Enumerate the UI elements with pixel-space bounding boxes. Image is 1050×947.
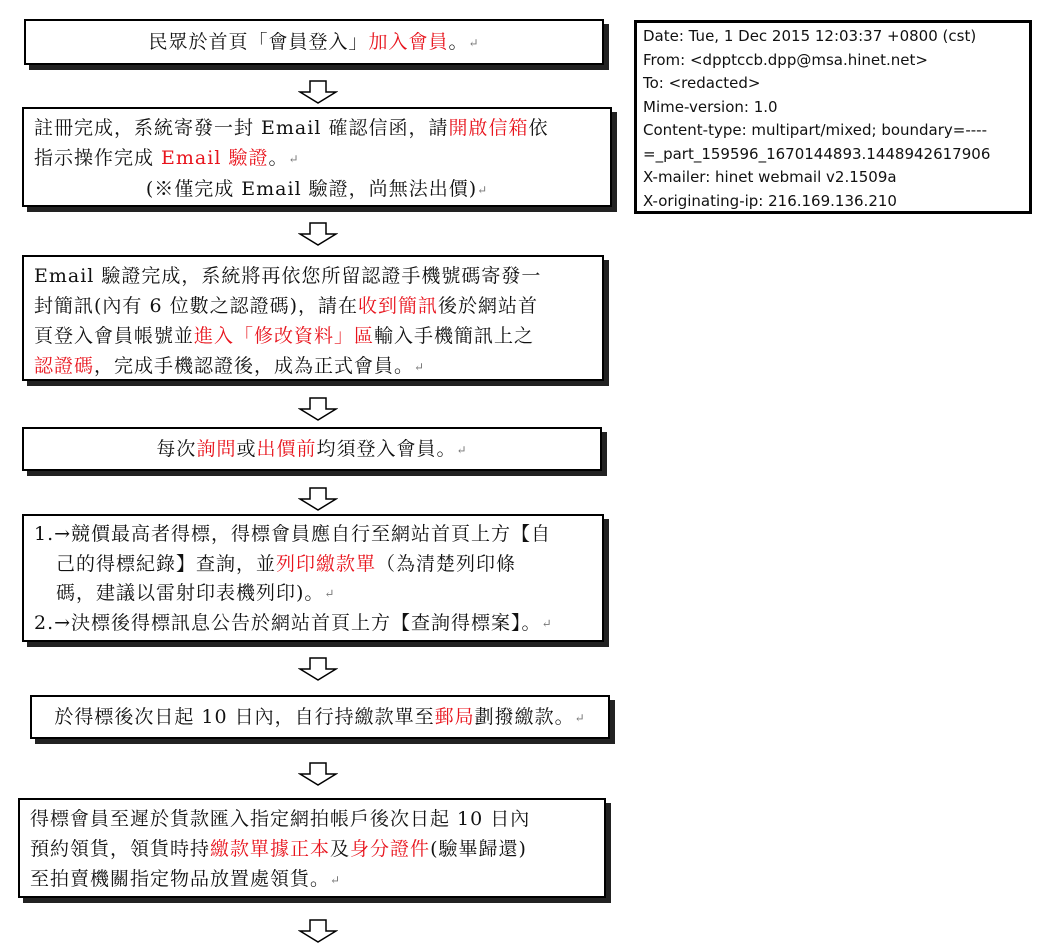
paragraph-mark: ↵ xyxy=(324,586,336,601)
step5-print-slip: 列印繳款單 xyxy=(276,552,377,575)
step1-text: 民眾於首頁「會員登入」 xyxy=(148,31,369,53)
step1-highlight: 加入會員 xyxy=(368,31,449,53)
step5-line1: 1.→競價最高者得標，得標會員應自行至網站首頁上方【自 xyxy=(34,523,552,545)
step3-line2: 封簡訊(內有 6 位數之認證碼)，請在 xyxy=(34,295,358,317)
step7-and: 及 xyxy=(330,838,351,860)
flow-step-7 xyxy=(18,798,606,898)
step5-line3: 碼，建議以雷射印表機列印)。 xyxy=(56,582,325,604)
step7-line2-end: (驗畢歸還) xyxy=(430,838,527,860)
step3-line4: ，完成手機認證後，成為正式會員。 xyxy=(94,355,415,377)
step3-line3: 頁登入會員帳號並 xyxy=(34,325,195,347)
down-arrow-icon xyxy=(298,80,338,104)
header-mailer: X-mailer: hinet webmail v2.1509a xyxy=(643,168,897,186)
step6-text: 於得標後次日起 10 日內，自行持繳款單至 xyxy=(54,706,435,728)
header-date: Date: Tue, 1 Dec 2015 12:03:37 +0800 (cst) xyxy=(643,27,977,45)
step2-line2-end: 。 xyxy=(268,147,289,169)
flow-step-2 xyxy=(22,107,612,207)
header-to: To: <redacted> xyxy=(643,74,761,92)
step3-line1: Email 驗證完成，系統將再依您所留認證手機號碼寄發一 xyxy=(34,265,542,287)
flow-step-1 xyxy=(24,19,604,65)
step5-line4: 2.→決標後得標訊息公告於網站首頁上方【查詢得標案】。 xyxy=(34,611,542,634)
email-header-box xyxy=(634,20,1032,214)
step4-end: 均須登入會員。 xyxy=(316,438,457,460)
step5-line2-end: （為清楚列印條 xyxy=(376,552,517,575)
step3-line3-end: 輸入手機簡訊上之 xyxy=(374,325,535,347)
step7-payment-receipt: 繳款單據正本 xyxy=(210,838,331,860)
paragraph-mark: ↵ xyxy=(574,711,586,725)
step6-post-office: 郵局 xyxy=(434,706,475,728)
header-mime-version: Mime-version: 1.0 xyxy=(643,97,778,116)
down-arrow-icon xyxy=(298,657,338,681)
step3-receive-sms: 收到簡訊 xyxy=(358,295,439,317)
header-content-type: Content-type: multipart/mixed; boundary=---- xyxy=(643,121,988,139)
step2-line2: 指示操作完成 xyxy=(34,147,162,169)
down-arrow-icon xyxy=(298,919,338,943)
paragraph-mark: ↵ xyxy=(288,152,300,166)
step3-line2-end: 後於網站首 xyxy=(438,295,539,317)
step3-edit-profile: 進入「修改資料」區 xyxy=(194,325,375,347)
flow-step-3 xyxy=(22,255,604,381)
step4-inquiry: 詢問 xyxy=(196,438,237,460)
step4-text: 每次 xyxy=(156,438,197,460)
header-from: From: <dpptccb.dpp@msa.hinet.net> xyxy=(643,50,928,69)
flow-step-6 xyxy=(30,695,610,739)
header-boundary: =_part_159596_1670144893.1448942617906 xyxy=(643,144,991,163)
step7-line2: 預約領貨，領貨時持 xyxy=(30,838,211,860)
paragraph-mark: ↵ xyxy=(541,616,553,630)
paragraph-mark: ↵ xyxy=(414,360,426,374)
step5-line2: 己的得標紀錄】查詢，並 xyxy=(56,552,277,575)
down-arrow-icon xyxy=(298,487,338,511)
step2-open-mailbox: 開啟信箱 xyxy=(448,117,529,139)
step4-or: 或 xyxy=(236,438,257,460)
flow-step-5 xyxy=(22,514,604,642)
paragraph-mark: ↵ xyxy=(330,873,342,887)
paragraph-mark: ↵ xyxy=(468,36,480,50)
paragraph-mark: ↵ xyxy=(456,443,468,457)
step7-id-document: 身分證件 xyxy=(350,838,431,860)
step6-end: 劃撥繳款。 xyxy=(474,706,575,728)
down-arrow-icon xyxy=(298,222,338,246)
step7-line1: 得標會員至遲於貨款匯入指定網拍帳戶後次日起 10 日內 xyxy=(30,808,531,830)
step2-email-verify: Email 驗證 xyxy=(161,147,269,169)
step3-auth-code: 認證碼 xyxy=(34,355,95,377)
step7-line3: 至拍賣機關指定物品放置處領貨。 xyxy=(30,868,331,890)
header-originating-ip: X-originating-ip: 216.169.136.210 xyxy=(643,191,897,210)
step2-note: (※僅完成 Email 驗證，尚無法出價) xyxy=(145,178,478,200)
flow-step-4 xyxy=(22,427,602,471)
step4-before-bid: 出價前 xyxy=(256,438,317,460)
down-arrow-icon xyxy=(298,397,338,421)
step2-line1: 註冊完成，系統寄發一封 Email 確認信函，請 xyxy=(34,117,449,139)
step1-end: 。 xyxy=(448,31,469,53)
paragraph-mark: ↵ xyxy=(477,183,489,197)
step2-line1-end: 依 xyxy=(528,117,549,139)
down-arrow-icon xyxy=(298,762,338,786)
